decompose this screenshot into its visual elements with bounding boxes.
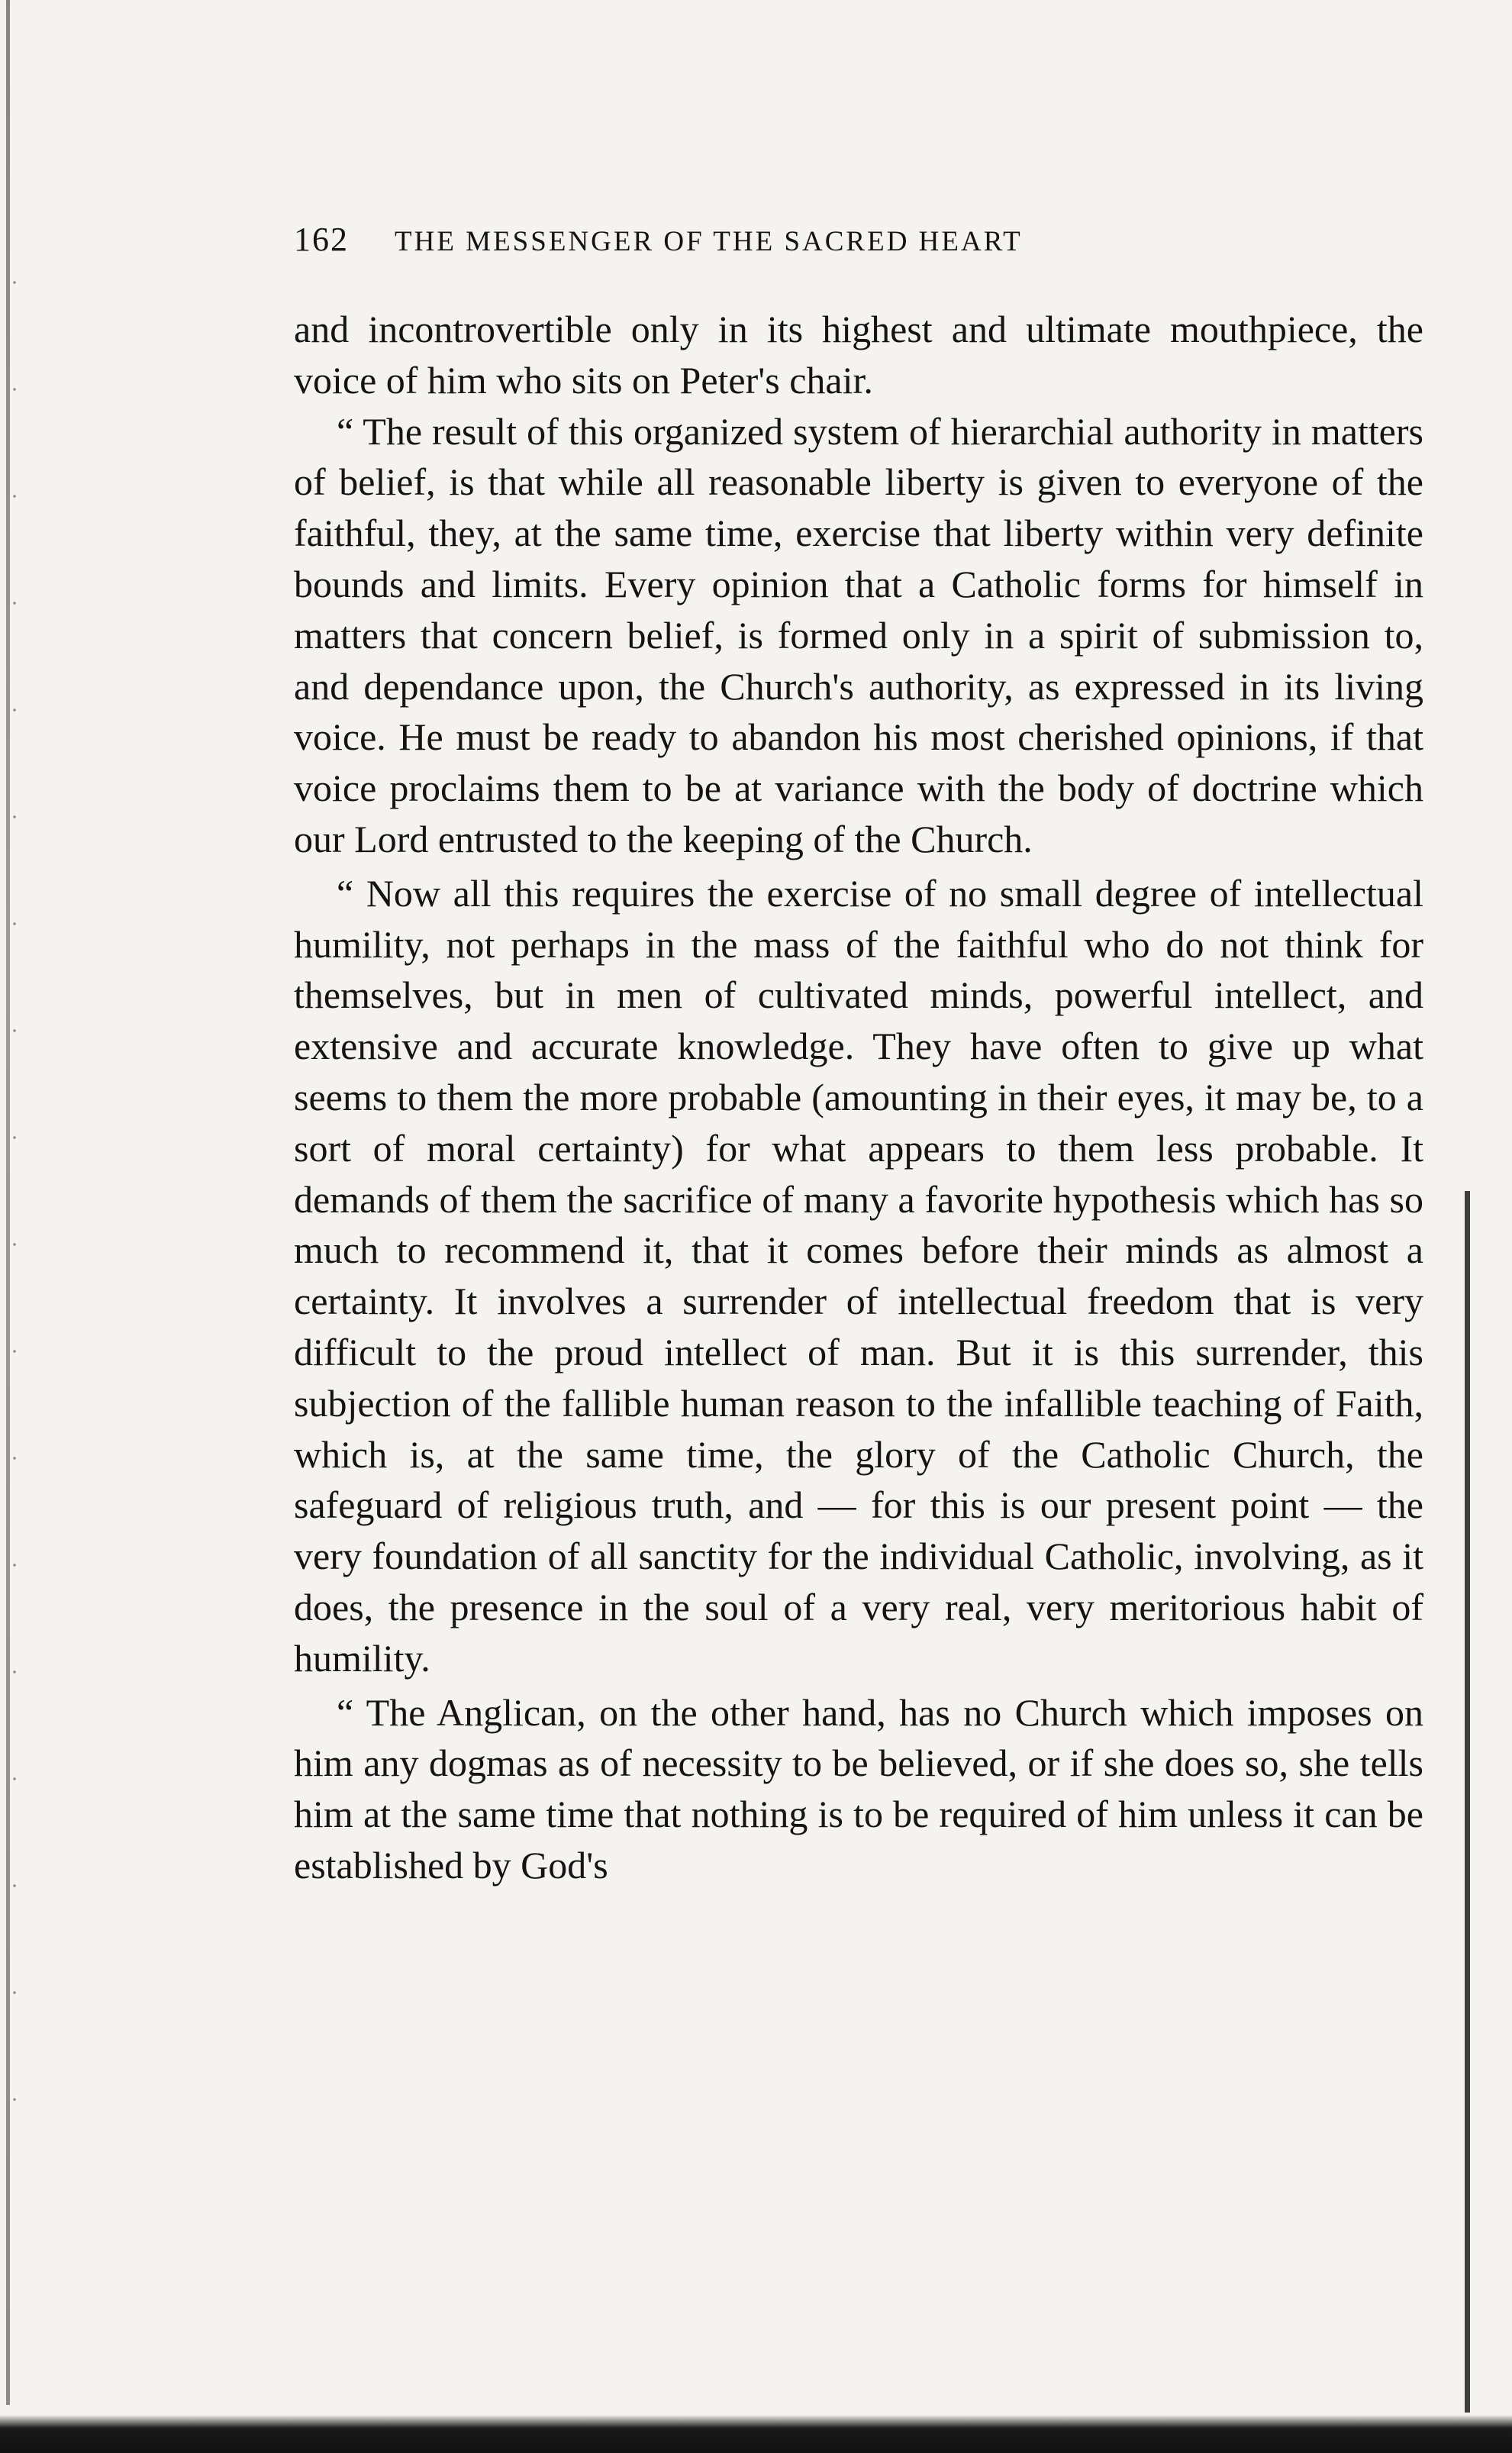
running-head [294, 220, 1423, 273]
paragraph-4: “ The Anglican, on the other hand, has no Church which imposes on him any dogmas as of necessity to be believed, or if she does so, she tells him at the same time that nothing is to be required of him unless it can be established by God's [294, 1690, 1423, 1887]
scan-bottom-edge [0, 2415, 1512, 2453]
paragraph-2: “ The result of this organized system of hierarchial authority in matters of belief, is that while all reasonable liberty is given to everyone of the faithful, they, at the same time, exercise that liberty within very definite bounds and limits. Every opinion that a Catholic forms for himself in matters that concern belief, is formed only in a spirit of submission to, and dependance upon, the Church's authority, as expressed in its living voice. He must be ready to abandon his most cherished opinions, if that voice proclaims them to be at variance with the body of doctrine which our Lord entrusted to the keeping of the Church. [294, 409, 1423, 860]
scan-right-edge [1465, 1191, 1470, 2413]
page-number: 162 [294, 221, 349, 258]
paragraph-1: and incontrovertible only in its highest and ultimate mouthpiece, the voice of him who sits on Peter's chair. [294, 308, 1423, 402]
scan-left-edge [6, 0, 10, 2405]
paragraph-3: “ Now all this requires the exercise of no small degree of intellectual humility, not perhaps in the mass of the faithful who do not think for themselves, but in men of cultivated minds, powerful intellect, and extensive and accurate knowledge. They have often to give up what seems to them the more probable (amounting in their eyes, it may be, to a sort of moral certainty) for what appears to them less probable. It demands of them the sacrifice of many a favorite hypothesis which has so much to recommend it, that it comes before their minds as almost a certainty. It involves a surrender of intellectual freedom that is very difficult to the proud intellect of man. But it is this surrender, this subjection of the fallible human reason to the infallible teaching of Faith, which is, at the same time, the glory of the Catholic Church, the safeguard of religious truth, and — for this is our present point — the very foundation of all sanctity for the individual Catholic, involving, as it does, the presence in the soul of a very real, very meritorious habit of humility. [294, 871, 1423, 1680]
body-text [294, 304, 1423, 1891]
book-page [294, 220, 1423, 1891]
running-title: THE MESSENGER OF THE SACRED HEART [395, 226, 1023, 257]
scan-specks [11, 229, 18, 2138]
